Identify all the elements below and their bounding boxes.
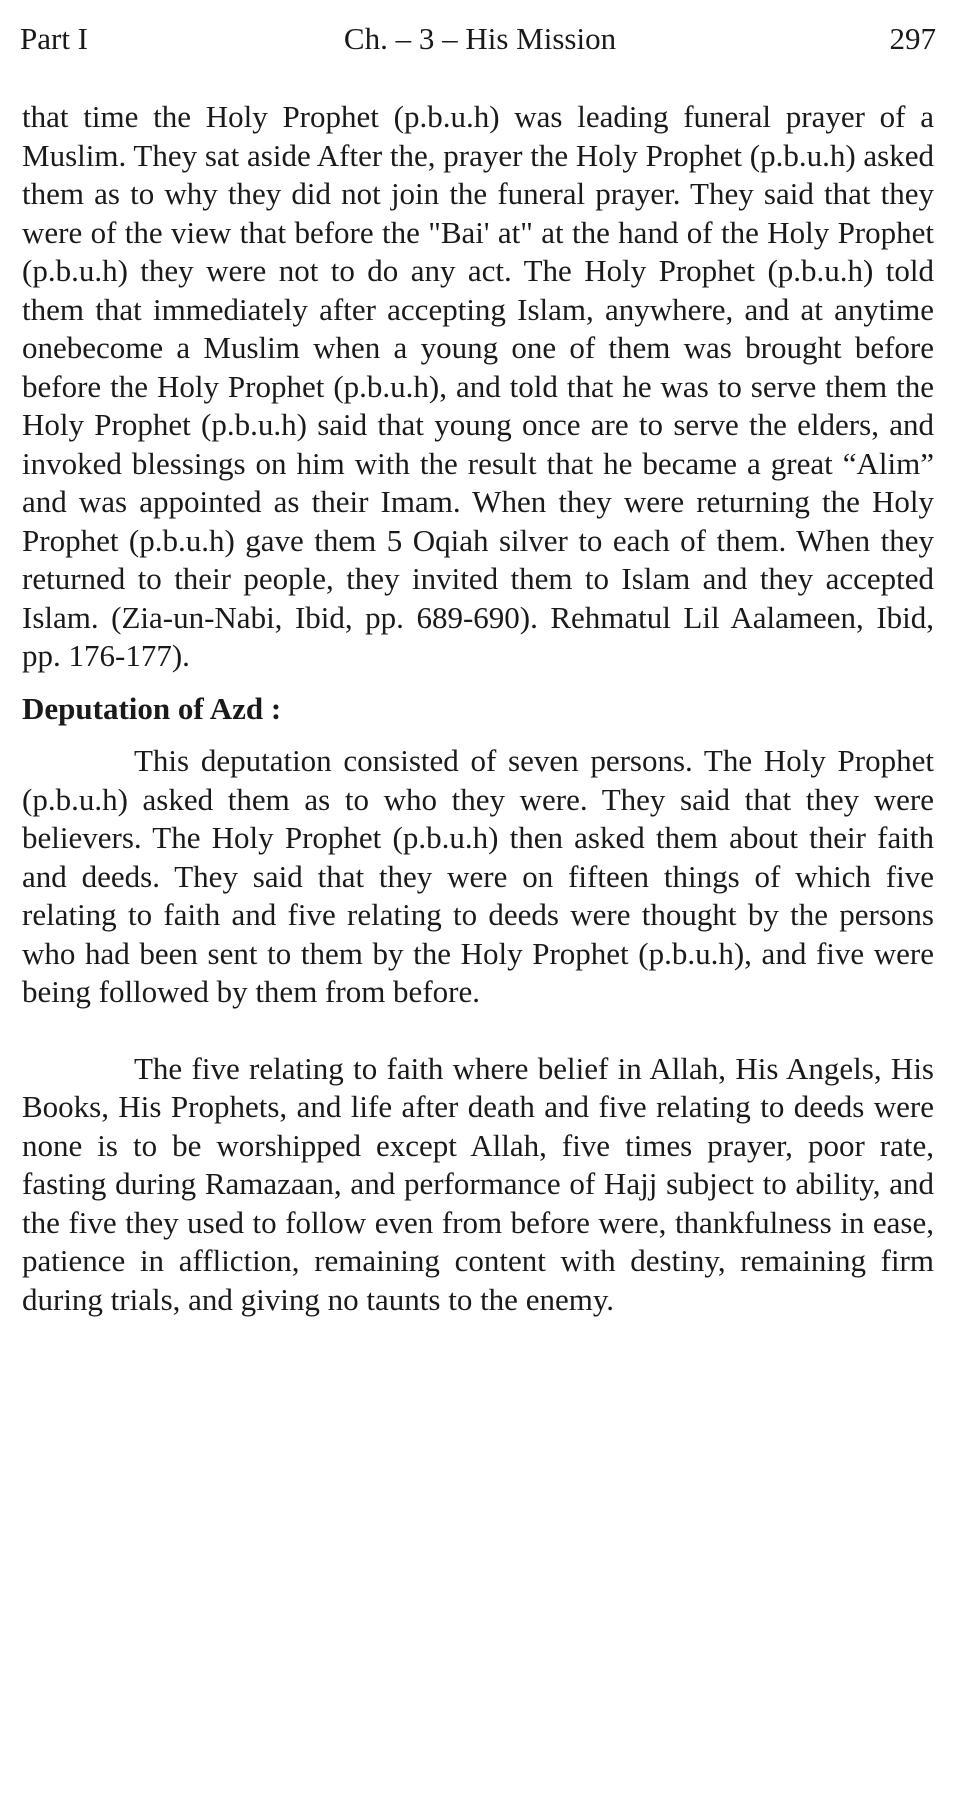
section-heading: Deputation of Azd :: [22, 690, 282, 726]
paragraph-deputation: This deputation consisted of seven persons. The Holy Prophet (p.b.u.h) asked them as to who they were. They said that they were believers. The Holy Prophet (p.b.u.h) then asked them about their faith and deeds. They said that they were on fifteen things of which five relating to faith and five relating to deeds were thought by the persons who had been sent to them by the Holy Prophet (p.b.u.h), and five were being followed by them from before.: [22, 743, 934, 1009]
paragraph-continuation: that time the Holy Prophet (p.b.u.h) was leading funeral prayer of a Muslim. They sat aside After the, prayer the Holy Prophet (p.b.u.h) asked them as to why they did not join the funeral prayer. They said that they were of the view that before the "Bai' at" at the hand of the Holy Prophet (p.b.u.h) they were not to do any act. The Holy Prophet (p.b.u.h) told them that immediately after accepting Islam, anywhere, and at anytime onebecome a Muslim when a young one of them was brought before before the Holy Prophet (p.b.u.h), and told that he was to serve them the Holy Prophet (p.b.u.h) said that young once are to serve the elders, and invoked blessings on him with the result that he became a great “Alim” and was appointed as their Imam. When they were returning the Holy Prophet (p.b.u.h) gave them 5 Oqiah silver to each of them. When they returned to their people, they invited them to Islam and they accepted Islam. (Zia-un-Nabi, Ibid, pp. 689-690). Rehmatul Lil Aalameen, Ibid, pp. 176-177).: [22, 99, 935, 673]
running-header: [20, 14, 940, 64]
body-text: [22, 98, 934, 1319]
chapter-title: Ch. – 3 – His Mission: [343, 21, 617, 56]
page-number: 297: [889, 21, 936, 56]
part-label: Part I: [20, 21, 89, 56]
paragraph-five-things: The five relating to faith where belief in Allah, His Angels, His Books, His Prophets, and life after death and five relating to deeds were none is to be worshipped except Allah, five times prayer, poor rate, fasting during Ramazaan, and performance of Hajj subject to ability, and the five they used to follow even from before were, thankfulness in ease, patience in affliction, remaining content with destiny, remaining firm during trials, and giving no taunts to the enemy.: [22, 1050, 934, 1317]
